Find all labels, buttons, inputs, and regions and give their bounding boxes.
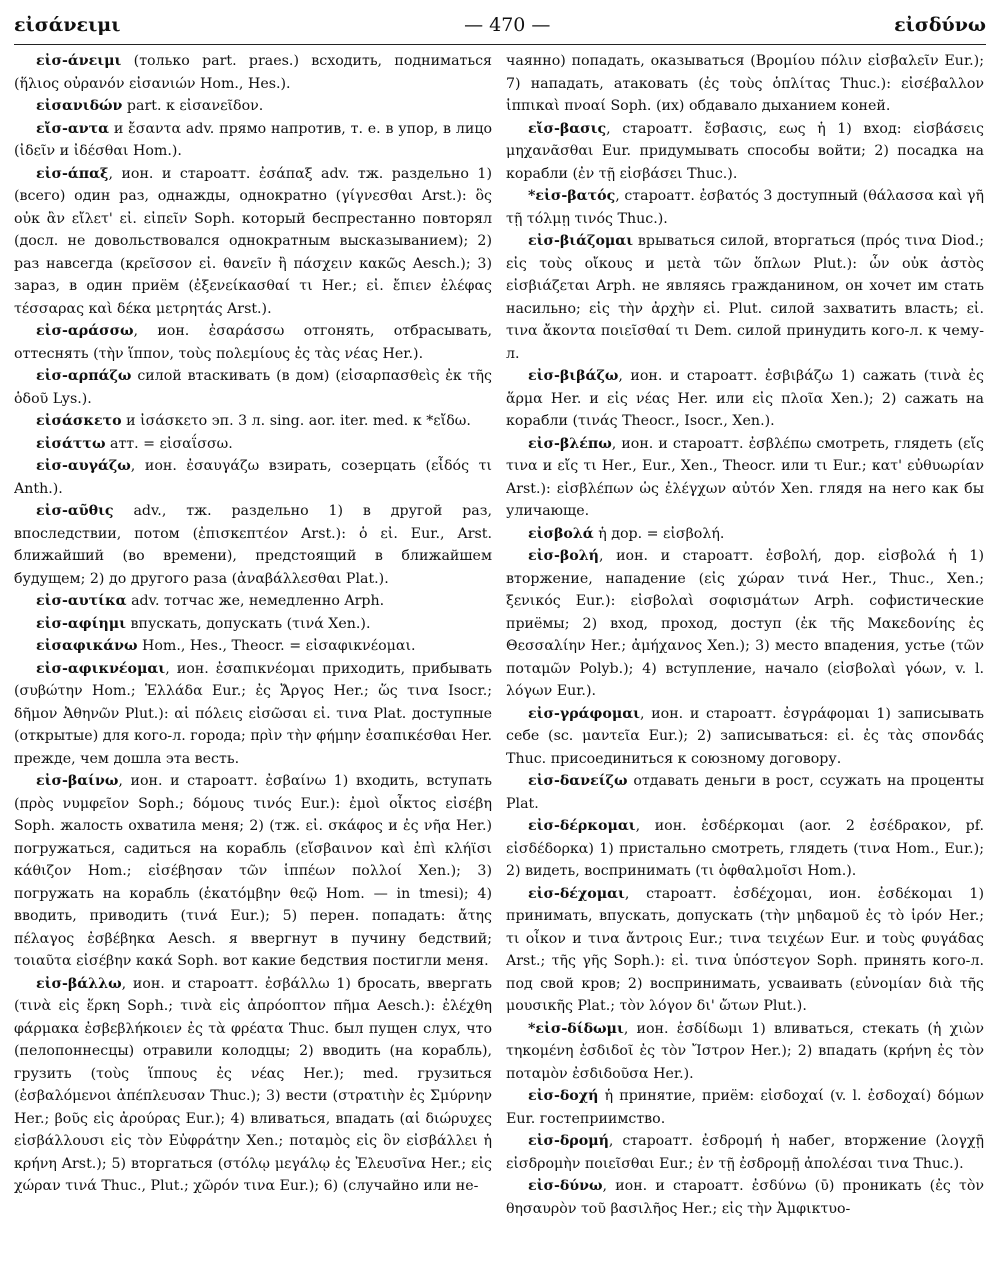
entry-definition: , ион. и староатт. ἐσδύνω (ῡ) проникать (ἐς τὸν θησαυρὸν τοῦ βασιλῆος Her.; εἰς τὴν Ἀμφικτυο- [506, 1178, 984, 1217]
header-left-headword: εἰσάνειμι [14, 14, 121, 36]
dictionary-entry [14, 410, 492, 433]
dictionary-entry [506, 545, 984, 703]
dictionary-entry [506, 523, 984, 546]
dictionary-entry [506, 50, 984, 118]
entry-definition: , ион. ἐσαπικνέομαι приходить, прибывать (συβώτην Hom.; Ἑλλάδα Eur.; ἐς Ἄργος Her.; ὥς τινα Isocr.; δῆμον Ἀθηνῶν Plut.): αἱ πόλεις εἰσῶσαι εἰ. τινα Plat. доступные (открытые) для кого-л. города; πρὶν τὴν φήμην ἐσαπικέσθαι Her. прежде, чем дошла эта весть. [14, 660, 492, 767]
header-rule [14, 44, 986, 45]
entry-definition: , староатт. ἔσβασις, εως ἡ 1) вход: εἰσβάσεις μηχανᾶσθαι Eur. придумывать способы войти; 2) посадка на корабли (ἐν τῇ εἰσβάσει Thuc.). [506, 120, 984, 182]
dictionary-entry [14, 50, 492, 95]
entry-headword: εἰσ-βλέπω [528, 435, 612, 452]
entry-definition: врываться силой, вторгаться (πρός τινα Diod.; εἰς τοὺς οἴκους и μετὰ τῶν ὅπλων Plut.): ὧν οὐκ ἀστὸς εἰσβιάζεται Arph. не являясь гражданином, он хочет им стать насильно; εἰς τὴν ἀρχὴν εἰ. Plut. силой захватить власть; εἰ. τινα ἄκοντα ποιεῖσθαί τι Dem. силой принудить кого-л. к чему-л. [506, 233, 984, 362]
entry-headword: εἰσ-αφίημι [36, 615, 127, 632]
dictionary-entry [14, 635, 492, 658]
entry-headword: εἰσ-γράφομαι [528, 705, 641, 722]
entry-definition: , ион. ἐσδίδωμι 1) вливаться, стекать (ἡ χιὼν τηκομένη ἐσδιδοῖ ἐς τὸν Ἴστρον Her.); 2) впадать (κρήνη ἐς τὸν ποταμὸν ἐσδιδοῦσα Her.). [506, 1020, 984, 1082]
entry-headword: εἰσ-αυτίκα [36, 593, 127, 609]
dictionary-entry [14, 163, 492, 321]
dictionary-entry [506, 703, 984, 771]
dictionary-entry [14, 118, 492, 163]
dictionary-entry [14, 95, 492, 118]
dictionary-entry [506, 1018, 984, 1086]
entry-headword: εἰσ-βαίνω [36, 773, 119, 789]
entry-definition: , ион. и староатт. ἐσβάλλω 1) бросать, ввергать (τινὰ εἰς ἕρκη Soph.; τινὰ εἰς ἀπρόοπτον πῆμα Aesch.): ἐλέχθη φάρμακα ἐσβεβλήκοιεν ἐς τὰ φρέατα Thuc. был пущен слух, что (пелопоннесцы) отравили колодцы; 2) вводить (на корабль), грузить (τοὺς ἵππους ἐς νέας Her.); med. грузиться (ἐσβαλόμενοι ἀπέπλευσαν Thuc.); 3) вести (στρατιὴν ἐς Σμύρνην Her.; βοῦς εἰς ἀρούρας Eur.); 4) вливаться, впадать (αἱ διώρυχες εἰσβάλλουσι εἰς τὸν Εὐφράτην Xen.; ποταμὸς εἰς ὃν εἰσβάλλει ἡ κρήνη Arst.); 5) вторгаться (στόλῳ μεγάλῳ ἐς Ἐλευσῖνα Her.; εἰς χώραν τινά Thuc., Plut.; χῶρόν τινα Eur.); 6) (случайно или не- [14, 975, 492, 1194]
dictionary-entry [14, 365, 492, 410]
entry-headword: εἰσ-βιβάζω [528, 368, 619, 384]
right-column [506, 50, 984, 1280]
entry-definition: , ион. и староатт. ἐσγράφομαι 1) записывать себе (sc. μαντεῖα Eur.); 2) записываться: εἰ. ἐς τὰς σπονδάς Thuc. присоединиться к союзному договору. [506, 705, 984, 767]
entry-headword: εἰσ-δέχομαι [528, 885, 625, 902]
entry-definition: Hom., Hes., Theocr. = εἰσαφικνέομαι. [137, 638, 416, 654]
entry-headword: εἰσ-δρομή [528, 1133, 609, 1149]
entry-definition: и ἔσαντα adv. прямо напротив, т. е. в упор, в лицо (ἰδεῖν и ἰδέσθαι Hom.). [14, 120, 492, 159]
entry-definition: , староатт. ἐσβατός 3 доступный (θάλασσα καὶ γῆ τῇ τόλμῃ τινός Thuc.). [506, 188, 984, 227]
page-header [14, 8, 986, 42]
entry-definition: , ион. и староатт. ἐσβιβάζω 1) сажать (τινὰ ἐς ἅρμα Her. и εἰς νέας Her. или εἰς πλοῖα Xen.); 2) сажать на корабли (τινάς Theocr., Isocr., Xen.). [506, 368, 984, 429]
entry-headword: εἰσάττω [36, 435, 106, 452]
entry-headword: εἰσ-δύνω [528, 1178, 603, 1194]
entry-headword: εἰσ-αρπάζω [36, 368, 132, 384]
entry-headword: εἰσ-βιάζομαι [528, 233, 634, 249]
dictionary-entry [14, 613, 492, 636]
entry-definition: , староатт. ἐσδρομή ἡ набег, вторжение (λογχῇ εἰσδρομὴν ποιεῖσθαι Eur.; ἐν τῇ ἐσδρομῇ ἀπολέσαι τινα Thuc.). [506, 1133, 984, 1172]
dictionary-entry [14, 770, 492, 973]
dictionary-entry [14, 500, 492, 590]
entry-definition: отдавать деньги в рост, ссужать на проценты Plat. [506, 773, 984, 812]
entry-definition: чаянно) попадать, оказываться (Βρομίου πόλιν εἰσβαλεῖν Eur.); 7) нападать, атаковать (ἐς τοὺς ὁπλίτας Thuc.): εἰσέβαλλον ἱππικαὶ πνοαί Soph. (их) обдавало дыханием коней. [506, 53, 984, 114]
entry-definition: part. к εἰσανεῖδον. [122, 98, 264, 114]
dictionary-entry [14, 433, 492, 456]
left-column [14, 50, 492, 1280]
entry-headword: *εἰσ-βατός [528, 188, 616, 204]
entry-definition: впускать, допускать (τινά Xen.). [126, 615, 371, 632]
entry-headword: εἰσανιδών [36, 98, 123, 114]
dictionary-entry [506, 118, 984, 186]
entry-headword: εἰσάσκετο [36, 413, 122, 429]
entry-headword: εἰσ-δοχή [528, 1088, 599, 1104]
entry-headword: εἰσ-αῦθις [36, 503, 114, 519]
dictionary-entry [14, 973, 492, 1198]
dictionary-entry [506, 433, 984, 523]
entry-headword: εἴσ-βασις [528, 120, 607, 137]
page-number: — 470 — [464, 14, 551, 36]
dictionary-entry [14, 320, 492, 365]
entry-headword: εἰσαφικάνω [36, 638, 138, 654]
entry-definition: атт. = εἰσαΐσσω. [105, 435, 233, 452]
entry-definition: , ион. ἐσαυγάζω взирать, созерцать (εἶδός τι Anth.). [14, 458, 492, 497]
entry-definition: ἡ принятие, приём: εἰσδοχαί (v. l. ἐσδοχαί) δόμων Eur. гостеприимство. [506, 1088, 984, 1127]
entry-headword: εἰσ-αφικνέομαι [36, 660, 166, 677]
entry-headword: εἰσ-δανείζω [528, 773, 628, 789]
entry-headword: εἰσ-βολή [528, 548, 599, 564]
dictionary-entry [14, 658, 492, 771]
entry-definition: , ион. и староатт. ἐσβλέπω смотреть, глядеть (εἴς τινα и εἴς τι Her., Eur., Xen., Theocr. или τι Eur.; κατ' εὐθυωρίαν Arst.): εἰσβλέπων ὡς ἐλέγχων αὐτόν Xen. глядя на него как бы уличающе. [506, 435, 984, 519]
entry-definition: ἡ дор. = εἰσβολή. [593, 525, 725, 542]
entry-headword: εἰσ-άπαξ [36, 165, 109, 182]
dictionary-entry [506, 883, 984, 1018]
entry-headword: εἰσ-αράσσω [36, 323, 134, 339]
entry-definition: adv., тж. раздельно 1) в другой раз, впоследствии, потом (ἐπισκεπτέον Arst.): ὁ εἰ. Eur., Arst. ближайший (во времени), предстоящий в ближайшем будущем; 2) до другого раза (ἀναβάλλεσθαι Plat.). [14, 503, 492, 587]
entry-definition: , ион. ἐσδέρκομαι (aor. 2 ἐσέδρακον, pf. εἰσδέδορκα) 1) пристально смотреть, глядеть (τινα Hom., Eur.); 2) видеть, воспринимать (τι ὀφθαλμοῖσι Hom.). [506, 818, 984, 879]
dictionary-entry [14, 590, 492, 613]
entry-definition: силой втаскивать (в дом) (εἰσαρπασθεὶς ἐκ τῆς ὁδοῦ Lys.). [14, 368, 492, 407]
entry-definition: , староатт. ἐσδέχομαι, ион. ἐσδέκομαι 1) принимать, впускать, допускать (τὴν μηδαμοῦ ἐς τὸ ἱρόν Her.; τι οἶκον и τινα ἄντροις Eur.; τινα τειχέων Eur. и τοὺς φυγάδας Arst.; τῆς γῆς Soph.): εἰ. τινα ὑπόστεγον Soph. принять кого-л. под свой кров; 2) воспринимать, усваивать (εὐνομίαν διὰ τῆς μουσικῆς Plat.; τὸν λόγον δι' ὤτων Plut.). [506, 885, 984, 1014]
entry-headword: εἰσβολά [528, 525, 594, 542]
entry-definition: (только part. praes.) всходить, подниматься (ἥλιος οὐρανόν εἰσανιών Hom., Hes.). [14, 53, 492, 92]
dictionary-entry [506, 815, 984, 883]
entry-definition: , ион. и староатт. ἐσβαίνω 1) входить, вступать (πρὸς νυμφεῖον Soph.; δόμους τινός Eur.): ἐμοὶ οἶκτος εἰσέβη Soph. жалость охватила меня; 2) (тж. εἰ. σκάφος и ἐς νῆα Her.) погружаться, садиться на корабль (εἴσβαινον καὶ ἐπὶ κλήϊσι κάθιζον Hom.; εἰσέβησαν τῶν ἱππέων πολλοί Xen.); 3) погружать на корабль (ἑκατόμβην θεῷ Hom. — in tmesi); 4) вводить, приводить (τινά Eur.); 5) перен. попадать: ἄτης πέλαγος ἐσβέβηκα Aesch. я ввергнут в пучину бедствий; τοιαῦτα εἰσέβην κακά Soph. вот какие бедствия постигли меня. [14, 773, 492, 969]
entry-definition: adv. тотчас же, немедленно Arph. [126, 593, 385, 609]
entry-headword: *εἰσ-δίδωμι [528, 1020, 624, 1037]
dictionary-entry [506, 185, 984, 230]
entry-headword: εἰσ-δέρκομαι [528, 818, 636, 834]
entry-definition: , ион. ἐσαράσσω отгонять, отбрасывать, оттеснять (τὴν ἵππον, τοὺς πολεμίους ἐς τὰς νέας Her.). [14, 323, 492, 362]
dictionary-entry [14, 455, 492, 500]
dictionary-entry [506, 230, 984, 365]
dictionary-entry [506, 1130, 984, 1175]
dictionary-entry [506, 365, 984, 433]
entry-definition: и ἰσάσκετο эп. 3 л. sing. aor. iter. med. к *εἴδω. [121, 413, 471, 429]
entry-definition: , ион. и староатт. ἐσβολή, дор. εἰσβολά ἡ 1) вторжение, нападение (εἰς χώραν τινά Her., Thuc., Xen.; ξενικός Eur.): εἰσβολαὶ σοφισμάτων Arph. софистические приёмы; 2) вход, проход, доступ (ἐκ τῆς Μακεδονίης ἐς Θεσσαλίην Her.; ἀμήχανος Xen.); 3) место впадения, устье (τῶν ποταμῶν Polyb.); 4) вступление, начало (εἰσβολαὶ γόων, v. l. λόγων Eur.). [506, 548, 984, 699]
entry-definition: , ион. и староатт. ἐσάπαξ adv. тж. раздельно 1) (всего) один раз, однажды, однократно (γίγνεσθαι Arst.): ὃς οὐκ ἂν εἴλετ' εἰ. εἰπεῖν Soph. который беспрестанно повторял (досл. не довольствовался однократным высказыванием); 2) раз навсегда (κρεῖσσον εἰ. θανεῖν ἢ πάσχειν κακῶς Aesch.); 3) зараз, в один приём (ἐξενείκασθαί τι Her.; εἰ. ἔπιεν ἐλέφας τέσσαρας καὶ δέκα μετρητάς Arst.). [14, 165, 492, 317]
header-right-headword: εἰσδύνω [894, 14, 986, 36]
entry-headword: εἰσ-αυγάζω [36, 458, 131, 474]
entry-headword: εἰσ-άνειμι [36, 53, 122, 69]
entry-headword: εἰσ-βάλλω [36, 975, 122, 992]
dictionary-entry [506, 1175, 984, 1220]
dictionary-entry [506, 1085, 984, 1130]
entry-headword: εἴσ-αντα [36, 120, 110, 137]
dictionary-entry [506, 770, 984, 815]
